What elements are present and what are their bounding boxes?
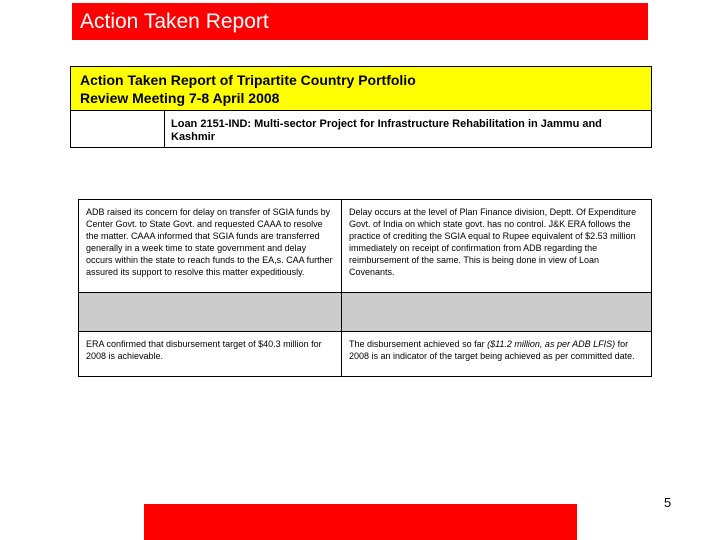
- action-text-italic: ($11.2 million, as per ADB LFIS): [487, 339, 616, 349]
- loan-title: Loan 2151-IND: Multi-sector Project for Infrastructure Rehabilitation in Jammu and Kashmir: [164, 111, 651, 147]
- column-divider: [341, 293, 342, 331]
- report-header-box: [70, 66, 652, 148]
- slide-title: Action Taken Report: [80, 10, 269, 33]
- report-heading-line1: Action Taken Report of Tripartite Country Portfolio: [80, 72, 416, 88]
- slide-title-bar: [72, 3, 648, 40]
- table-row: [79, 332, 651, 376]
- issue-cell: ERA confirmed that disbursement target of $40.3 million for 2008 is achievable.: [86, 339, 322, 361]
- footer-bar: [144, 504, 577, 540]
- page-number: 5: [664, 495, 672, 510]
- report-heading-line2: Review Meeting 7-8 April 2008: [80, 90, 280, 106]
- separator-row: [79, 292, 651, 332]
- issue-cell: ADB raised its concern for delay on transfer of SGIA funds by Center Govt. to State Govt. and requested CAAA to resolve the matter. CAAA informed that SGIA funds are transferred generally in a week time to state government and delay occurs within the state to reach funds to the EA,s. CAA further assured its support to resolve this matter expeditiously.: [86, 207, 333, 277]
- table-row: [79, 200, 651, 292]
- report-heading: [71, 67, 651, 111]
- action-table: [78, 199, 652, 377]
- action-text-before: The disbursement achieved so far: [349, 339, 488, 349]
- action-cell: Delay occurs at the level of Plan Finance division, Deptt. Of Expenditure Govt. of India on which state govt. has no control. J&K ERA follows the practice of crediting the SGIA equal to Rupee equivalent of $2.53 million immediately on receipt of confirmation from ADB regarding the reimbursement of the same. This is being done in view of Loan Covenants.: [341, 200, 651, 292]
- action-cell: [341, 332, 651, 376]
- action-text-after: for 2008 is an indicator of the target being achieved as per committed date.: [349, 339, 635, 361]
